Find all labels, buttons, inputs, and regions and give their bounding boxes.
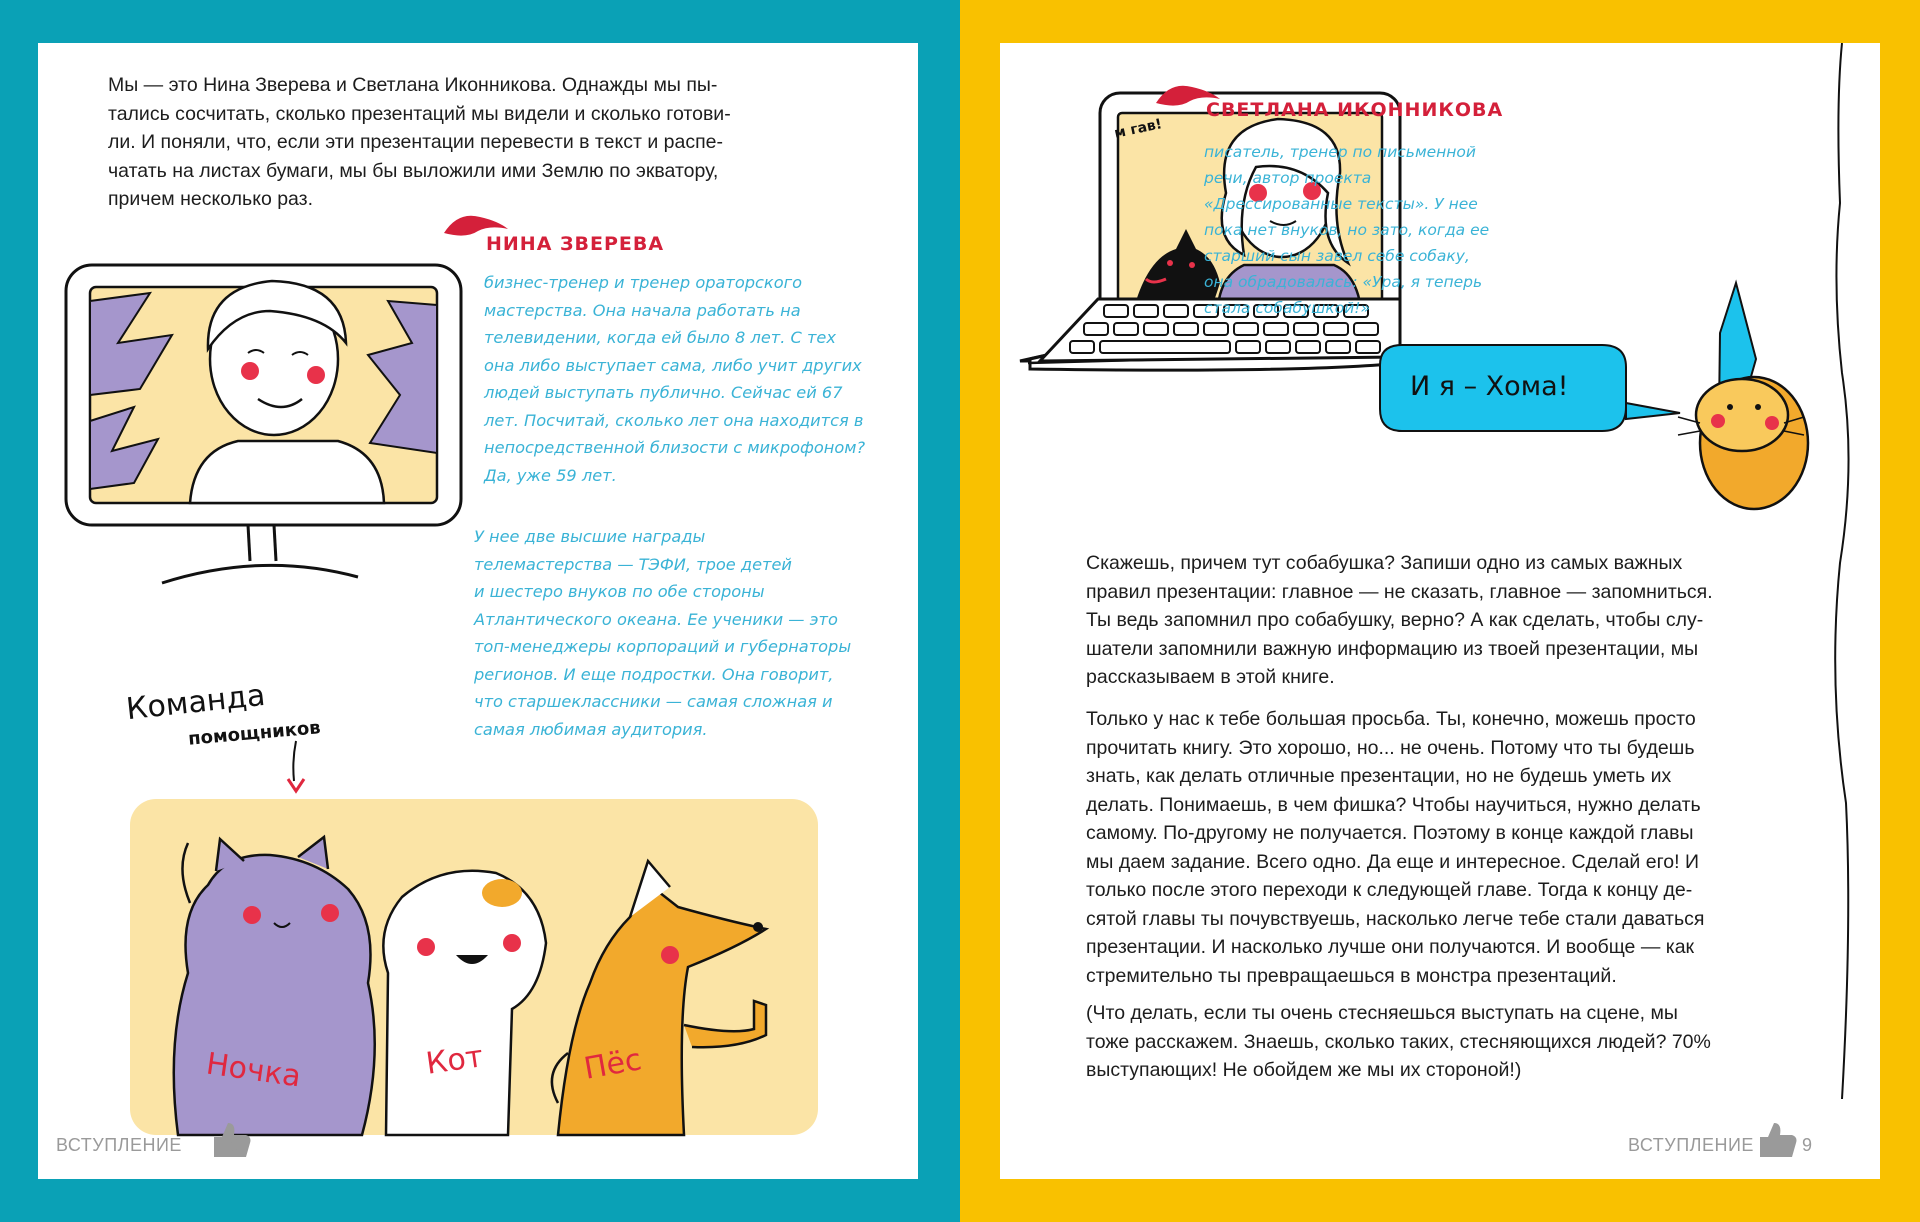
bio-line: «Дрессированные тексты». У нее	[1204, 195, 1478, 213]
intro-line: Мы — это Нина Зверева и Светлана Иконникова. Однажды мы пы-	[108, 74, 718, 96]
bio-line: мастерства. Она начала работать на	[484, 300, 801, 320]
bio-line: речи, автор проекта	[1204, 169, 1372, 187]
paragraph-line: Только у нас к тебе большая просьба. Ты, конечно, можешь просто	[1086, 708, 1696, 730]
team-subtitle: помощников	[187, 717, 322, 750]
paragraph-line: (Что делать, если ты очень стесняешься выступать на сцене, мы	[1086, 1002, 1678, 1024]
main-paragraph-1	[1086, 549, 1713, 692]
paragraph-line: Скажешь, причем тут собабушка? Запиши одно из самых важных	[1086, 552, 1683, 574]
bio-line: лет. Посчитай, сколько лет она находится в	[484, 410, 864, 430]
bio-line: регионов. И еще подростки. Она говорит,	[474, 664, 834, 684]
left-footer	[56, 1135, 240, 1156]
nina-bio-2	[474, 523, 851, 743]
bio-line: людей выступать публично. Сейчас ей 67	[484, 383, 843, 402]
bark-text: м гав!	[1112, 116, 1164, 142]
paragraph-line: мы даем задание. Всего одно. Да еще и интересное. Сделай его! И	[1086, 850, 1699, 873]
team-arrow-icon	[293, 741, 296, 781]
left-page	[38, 43, 918, 1179]
svetlana-name-label: СВЕТЛАНА ИКОННИКОВА	[1206, 99, 1504, 121]
paragraph-line: только после этого переходи к следующей главе. Тогда к концу де-	[1086, 879, 1693, 901]
bio-line: Да, уже 59 лет.	[484, 465, 617, 485]
paragraph-line: Ты ведь запомнил про собабушку, верно? А как сделать, чтобы слу-	[1086, 609, 1704, 631]
section-label: ВСТУПЛЕНИЕ	[56, 1135, 182, 1155]
right-footer	[1628, 1135, 1812, 1156]
bio-line: телевидении, когда ей было 8 лет. С тех	[484, 328, 836, 347]
paragraph-line: выступающих! Не обойдем же мы их стороной!)	[1086, 1059, 1522, 1081]
nina-name-label: НИНА ЗВЕРЕВА	[486, 233, 665, 255]
speech-bubble-text: И я – Хома!	[1410, 371, 1569, 402]
bio-line: непосредственной близости с микрофоном?	[484, 438, 866, 457]
bio-line: она либо выступает сама, либо учит других	[484, 355, 862, 375]
paragraph-line: делать. Понимаешь, в чем фишка? Чтобы научиться, нужно делать	[1086, 793, 1701, 816]
bio-line: писатель, тренер по письменной	[1204, 143, 1476, 161]
pet-label-nochka: Ночка	[204, 1046, 304, 1095]
bio-line: что старшеклассники — самая сложная и	[474, 692, 833, 711]
paragraph-line: тоже расскажем. Знаешь, сколько таких, стесняющихся людей? 70%	[1086, 1030, 1711, 1053]
paragraph-line: шатели запомнили важную информацию из твоей презентации, мы	[1086, 637, 1699, 660]
paragraph-line: рассказываем в этой книге.	[1086, 666, 1335, 688]
paragraph-line: самому. По-другому не получается. Поэтому в конце каждой главы	[1086, 822, 1694, 844]
bio-line: Атлантического океана. Ее ученики — это	[474, 609, 838, 629]
bio-line: старший сын завел себе собаку,	[1204, 247, 1470, 265]
team-title: Команда	[124, 677, 267, 728]
paragraph-line: стремительно ты превращаешься в монстра презентаций.	[1086, 964, 1617, 987]
intro-line: тались сосчитать, сколько презентаций мы видели и сколько готови-	[108, 102, 731, 125]
bio-line: самая любимая аудитория.	[474, 719, 708, 739]
bio-line: бизнес-тренер и тренер ораторского	[484, 273, 803, 292]
svetlana-bio	[1204, 139, 1489, 321]
bio-line: пока нет внуков, но зато, когда ее	[1204, 221, 1490, 239]
section-label: ВСТУПЛЕНИЕ	[1628, 1135, 1754, 1155]
intro-line: причем несколько раз.	[108, 188, 314, 210]
rope-icon	[1835, 43, 1848, 1099]
pet-label-pes: Пёс	[581, 1042, 645, 1087]
bio-line: телемастерства — ТЭФИ, трое детей	[474, 554, 792, 574]
intro-paragraph	[108, 71, 731, 214]
paragraph-line: прочитать книгу. Это хорошо, но... не очень. Потому что ты будешь	[1086, 736, 1695, 759]
hamster-illustration	[1678, 283, 1808, 509]
nina-bio-1	[484, 269, 865, 489]
paragraph-line: сятой главы ты почувствуешь, насколько легче тебе стали даваться	[1086, 907, 1705, 930]
intro-line: ли. И поняли, что, если эти презентации перевести в текст и распе-	[108, 131, 723, 153]
bio-line: и шестеро внуков по обе стороны	[474, 582, 765, 601]
paragraph-line: презентации. И насколько лучше они получаются. И вообще — как	[1086, 936, 1695, 958]
bio-line: она обрадовалась: «Ура, я теперь	[1204, 273, 1483, 291]
bio-line: стала собабушкой!»	[1204, 299, 1371, 317]
paragraph-line: правил презентации: главное — не сказать, главное — запомниться.	[1086, 580, 1713, 603]
bio-line: топ-менеджеры корпораций и губернаторы	[474, 637, 852, 656]
pet-label-kot: Кот	[423, 1039, 486, 1082]
page-number: 9	[1801, 1135, 1813, 1155]
bio-line: У нее две высшие награды	[474, 527, 706, 546]
nina-monitor-illustration	[66, 265, 461, 583]
main-paragraph-2	[1086, 705, 1704, 990]
paragraph-line: знать, как делать отличные презентации, но не будешь уметь их	[1086, 765, 1672, 787]
main-paragraph-3	[1086, 999, 1711, 1085]
intro-line: чатать на листах бумаги, мы бы выложили ими Землю по экватору,	[108, 159, 719, 182]
right-page	[1000, 43, 1880, 1179]
page-number: 8	[229, 1135, 241, 1155]
